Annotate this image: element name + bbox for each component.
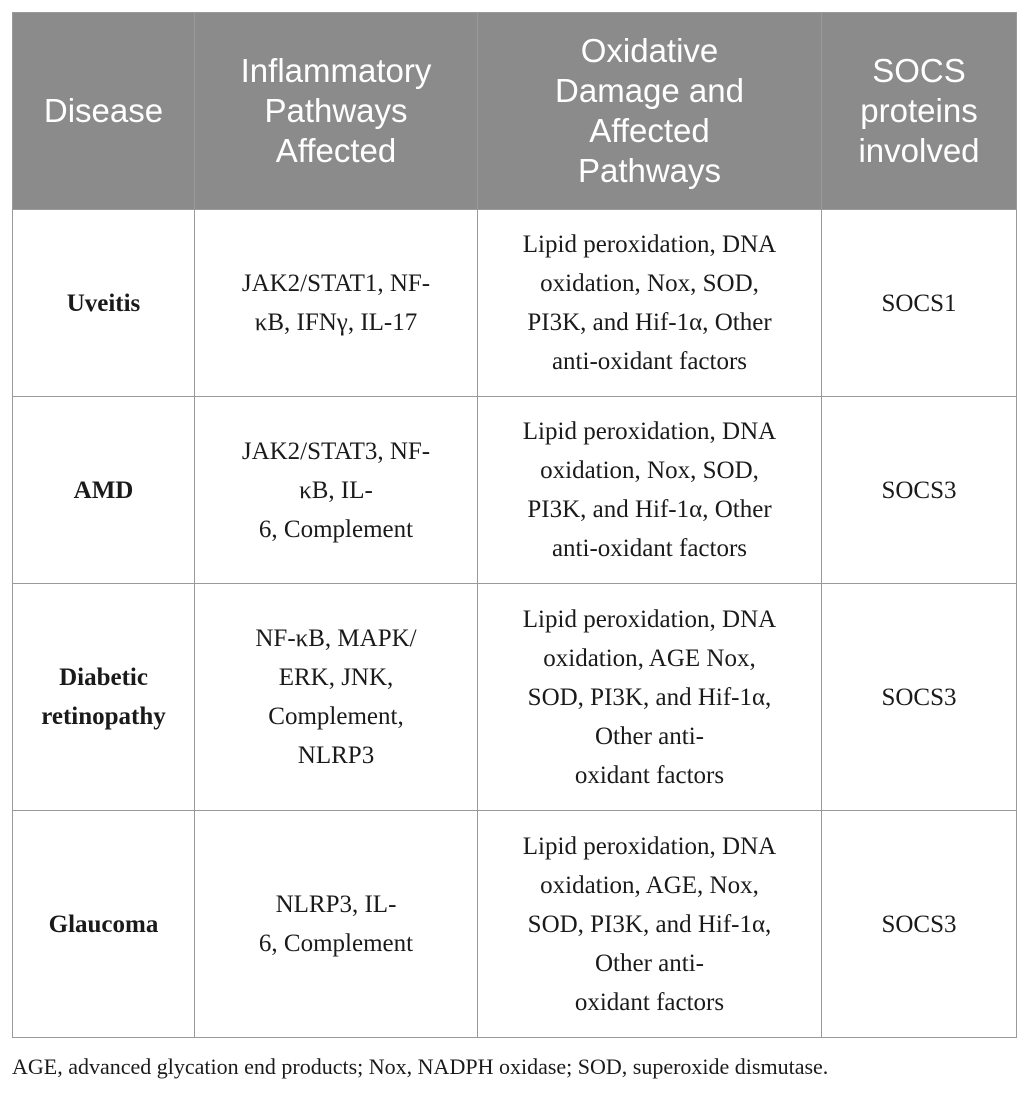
table-row: [13, 210, 1017, 397]
disease-cell: Diabetic retinopathy: [13, 584, 195, 811]
oxidative-cell: Lipid peroxidation, DNA oxidation, Nox, SOD, PI3K, and Hif-1α, Other anti-oxidant factors: [478, 397, 822, 584]
table-body: [13, 210, 1017, 1038]
socs-cell: SOCS3: [822, 584, 1017, 811]
inflammatory-cell: JAK2/STAT3, NF- κB, IL- 6, Complement: [195, 397, 478, 584]
header-socs-proteins: SOCS proteins involved: [822, 13, 1017, 210]
oxidative-cell: Lipid peroxidation, DNA oxidation, AGE, Nox, SOD, PI3K, and Hif-1α, Other anti- oxidant factors: [478, 811, 822, 1038]
header-disease: Disease: [13, 13, 195, 210]
table-container: [12, 12, 1016, 1038]
disease-pathways-table: [12, 12, 1017, 1038]
socs-cell: SOCS1: [822, 210, 1017, 397]
table-footnote: AGE, advanced glycation end products; Nox, NADPH oxidase; SOD, superoxide dismutase.: [12, 1054, 829, 1079]
header-oxidative-damage: Oxidative Damage and Affected Pathways: [478, 13, 822, 210]
inflammatory-cell: NLRP3, IL- 6, Complement: [195, 811, 478, 1038]
table-row: [13, 584, 1017, 811]
disease-cell: Glaucoma: [13, 811, 195, 1038]
oxidative-cell: Lipid peroxidation, DNA oxidation, AGE Nox, SOD, PI3K, and Hif-1α, Other anti- oxidant factors: [478, 584, 822, 811]
inflammatory-cell: JAK2/STAT1, NF- κB, IFNγ, IL-17: [195, 210, 478, 397]
inflammatory-cell: NF-κB, MAPK/ ERK, JNK, Complement, NLRP3: [195, 584, 478, 811]
table-header: [13, 13, 1017, 210]
oxidative-cell: Lipid peroxidation, DNA oxidation, Nox, SOD, PI3K, and Hif-1α, Other anti-oxidant factors: [478, 210, 822, 397]
table-row: [13, 811, 1017, 1038]
disease-cell: Uveitis: [13, 210, 195, 397]
socs-cell: SOCS3: [822, 811, 1017, 1038]
socs-cell: SOCS3: [822, 397, 1017, 584]
table-row: [13, 397, 1017, 584]
disease-cell: AMD: [13, 397, 195, 584]
header-inflammatory-pathways: Inflammatory Pathways Affected: [195, 13, 478, 210]
header-row: [13, 13, 1017, 210]
